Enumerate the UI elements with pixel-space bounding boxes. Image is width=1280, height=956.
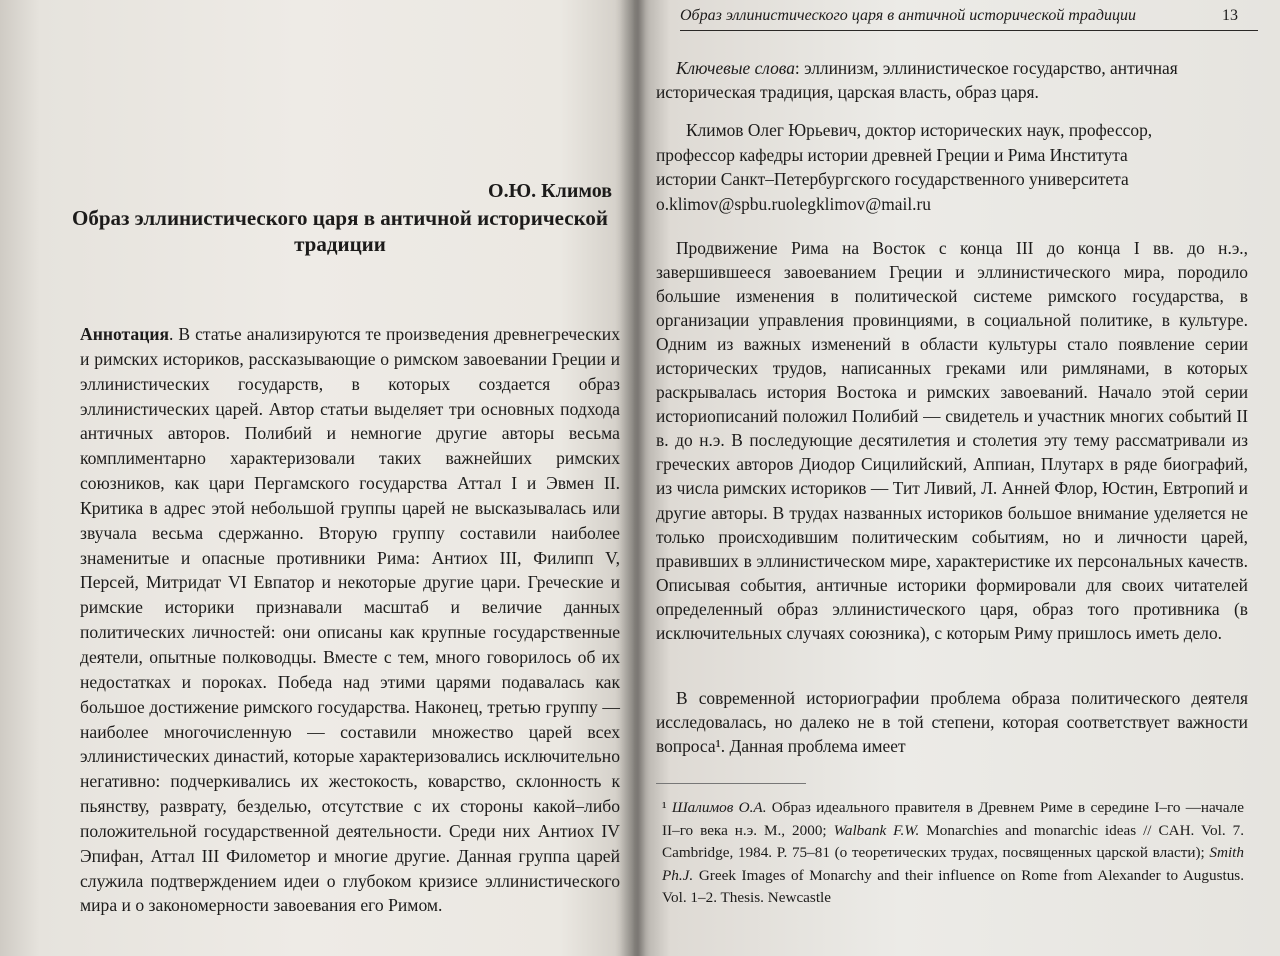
keywords bbox=[656, 56, 1246, 104]
author-bio bbox=[656, 118, 1246, 216]
footnote-author: Smith Ph.J. bbox=[662, 844, 1244, 884]
keywords-text: : эллинизм, эллинистическое государство, античная историческая традиция, царская власть, образ царя. bbox=[656, 58, 1178, 102]
bio-line: истории Санкт–Петербургского государственного университета bbox=[656, 169, 1129, 190]
article-author: О.Ю. Климов bbox=[488, 180, 612, 202]
running-head bbox=[680, 4, 1258, 31]
body-paragraph-1: Продвижение Рима на Восток с конца III до конца I вв. до н.э., завершившееся завоеванием Греции и эллинистического мира, породило большие изменения в политической системе римского государства, в организации управления провинциями, в социальной политике, в культуре. Одним из важных изменений в области культуры стало появление серии исторических трудов, написанных греками или римлянами, в которых раскрывалась история Востока и римских завоеваний. Начало этой серии историописаний положил Полибий — свидетель и участник многих событий II в. до н.э. В последующие десятилетия и столетия эту тему рассматривали из греческих авторов Диодор Сицилийский, Аппиан, Плутарх в ряде биографий, из числа римских историков — Тит Ливий, Л. Анней Флор, Юстин, Евтропий и другие авторы. В трудах названных историков большое внимание уделяется не только происходившим политическим событиям, но и личности царей, правивших в эллинистическом мире, характеристике их персональных качеств. Описывая события, античные историки формировали для своих читателей определенный образ эллинистического царя, образ того противника (в исключительных случаях союзника), с которым Риму пришлось иметь дело. bbox=[656, 238, 1248, 643]
footnote-part: Образ идеального правителя в Древнем Риме в середине I–го —начале II–го века н.э. М., 2000; bbox=[662, 799, 1244, 839]
footnote-part: Greek Images of Monarchy and their influence on Rome from Alexander to Augustus. Vol. 1–2. Thesis. Newcastle bbox=[662, 866, 1244, 906]
footnote-part: Monarchies and monarchic ideas // CAH. Vol. 7. Cambridge, 1984. P. 75–81 (о теоретических трудах, посвященных царской власти); bbox=[662, 821, 1244, 861]
article-title: Образ эллинистического царя в античной исторической традиции bbox=[71, 206, 608, 256]
left-page bbox=[0, 0, 630, 956]
bio-line: профессор кафедры истории древней Греции и Рима Института bbox=[656, 144, 1128, 165]
body-paragraph-2: В современной историографии проблема образа политического деятеля исследовалась, но далеко не в той степени, которая соответствует важности вопроса¹. Данная проблема имеет bbox=[656, 688, 1248, 757]
footnote-part: ¹ bbox=[662, 799, 672, 816]
footnote bbox=[662, 797, 1244, 910]
footnote-rule bbox=[656, 783, 806, 784]
running-head-title: Образ эллинистического царя в античной исторической традиции bbox=[680, 7, 1137, 24]
right-page bbox=[644, 0, 1280, 956]
bio-line: Климов Олег Юрьевич, доктор исторических наук, профессор, bbox=[686, 120, 1153, 140]
footnote-author: Walbank F.W. bbox=[833, 821, 920, 839]
author-email: o.klimov@spbu.ruolegklimov@mail.ru bbox=[656, 193, 931, 214]
abstract bbox=[80, 322, 620, 918]
keywords-label: Ключевые слова bbox=[676, 58, 795, 78]
page-number: 13 bbox=[1222, 7, 1238, 24]
footnote-author: Шалимов О.А. bbox=[671, 799, 767, 816]
abstract-text: . В статье анализируются те произведения древнегреческих и римских историков, рассказывающие о римском завоевании Греции и эллинистических государств, в которых создается образ эллинистических царей. Автор статьи выделяет три основных подхода античных авторов. Полибий и немногие другие авторы весьма комплиментарно характеризовали таких важнейших римских союзников, как цари Пергамского государства Аттал I и Эвмен II. Критика в адрес этой небольшой группы царей не высказывалась или звучала весьма сдержанно. Вторую группу составили наиболее знаменитые и опасные противники Рима: Антиох III, Филипп V, Персей, Митридат VI Евпатор и некоторые другие цари. Греческие и римские историки признавали масштаб и величие данных политических личностей: они описаны как крупные государственные деятели, опытные полководцы. Вместе с тем, много говорилось об их недостатках и пороках. Победа над этими царями подавалась как большое достижение римского государства. Наконец, третью группу — наиболее многочисленную — составили множество царей всех эллинистических династий, которые характеризовались исключительно негативно: подчеркивались их жестокость, коварство, склонность к пьянству, разврату, безделью, отсутствие с их стороны какой–либо положительной государственной деятельности. Среди них Антиох IV Эпифан, Аттал III Филометор и многие другие. Данная группа царей служила подтверждением идеи о глубоком кризисе эллинистического мира и о закономерности завоевания его Римом. bbox=[80, 324, 620, 916]
abstract-label: Аннотация bbox=[80, 324, 169, 344]
